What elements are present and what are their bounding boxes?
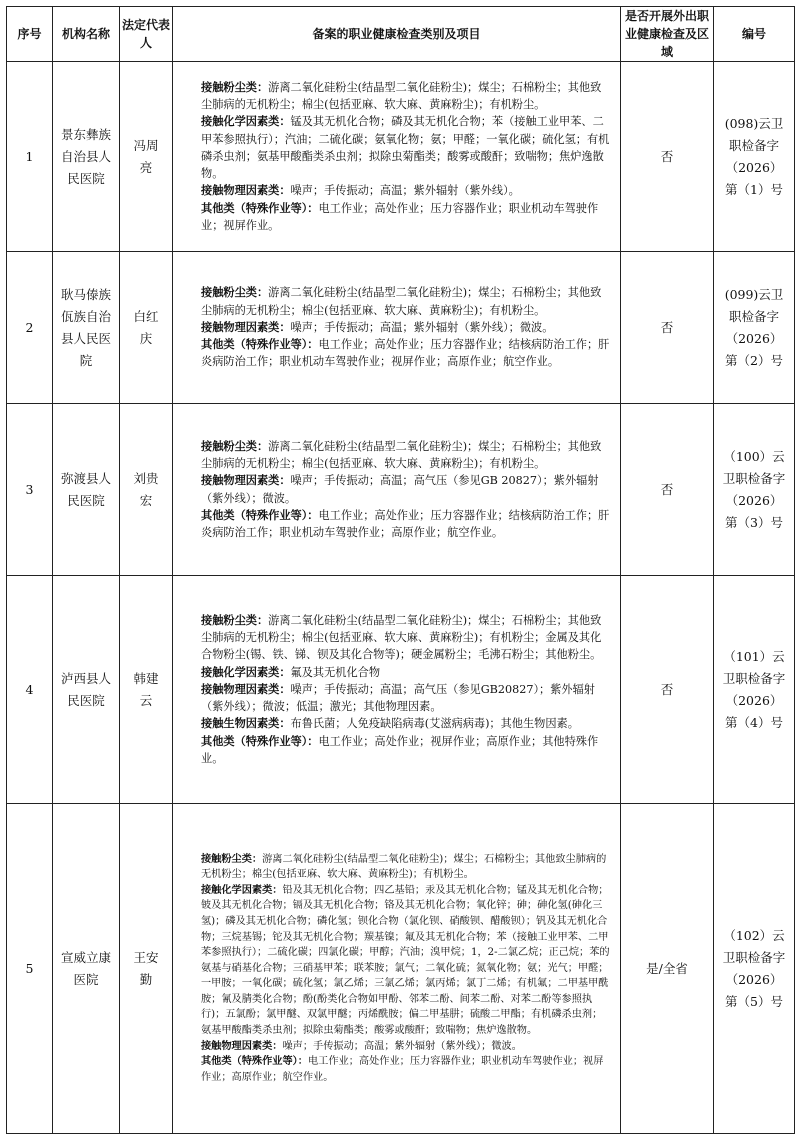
exam-category: 接触物理因素类：噪声；手传振动；高温；紫外辐射（紫外线）；微波。: [201, 1039, 522, 1052]
legal-rep: 刘贵宏: [120, 404, 173, 576]
table-row: [7, 576, 795, 804]
exam-category: 接触物理因素类：噪声；手传振动；高温；紫外辐射（紫外线）。: [201, 183, 520, 198]
legal-rep: 冯周亮: [120, 62, 173, 252]
outside-exam: 否: [621, 252, 714, 404]
outside-exam: 是/全省: [621, 804, 714, 1134]
org-name: 弥渡县人民医院: [53, 404, 120, 576]
registration-code: (098)云卫职检备字（2026）第（1）号: [714, 62, 795, 252]
exam-category: 接触物理因素类：噪声；手传振动；高温；高气压（参见GB20827）；紫外辐射（紫外线）；微波；低温；激光；其他物理因素。: [201, 681, 595, 714]
exam-category: 其他类（特殊作业等）：电工作业；高处作业；压力容器作业；结核病防治工作；肝炎病防治工作；职业机动车驾驶作业；视屏作业；高原作业；航空作业。: [201, 337, 610, 369]
exam-items: [173, 62, 621, 252]
exam-category: 其他类（特殊作业等）：电工作业；高处作业；压力容器作业；结核病防治工作；肝炎病防治工作；职业机动车驾驶作业；高原作业；航空作业。: [201, 507, 610, 539]
exam-items: [173, 576, 621, 804]
exam-category: 接触化学因素类：氟及其无机化合物: [201, 664, 381, 679]
exam-category: 接触物理因素类：噪声；手传振动；高温；紫外辐射（紫外线）；微波。: [201, 319, 554, 334]
header-items: 备案的职业健康检查类别及项目: [173, 7, 621, 62]
exam-items: [173, 404, 621, 576]
registration-code: （102）云卫职检备字（2026）第（5）号: [714, 804, 795, 1134]
header-code: 编号: [714, 7, 795, 62]
table-header-row: [7, 7, 795, 62]
header-outside: 是否开展外出职业健康检查及区域: [621, 7, 714, 62]
legal-rep: 王安勤: [120, 804, 173, 1134]
registration-code: （101）云卫职检备字（2026）第（4）号: [714, 576, 795, 804]
header-org: 机构名称: [53, 7, 120, 62]
exam-category: 其他类（特殊作业等）：电工作业；高处作业；压力容器作业；职业机动车驾驶作业；视屏作业。: [201, 200, 599, 232]
exam-category: 接触化学因素类：锰及其无机化合物；磷及其无机化合物；苯（接触工业甲苯、二甲苯参照执行）；汽油；二硫化碳；氨氧化物；氨；甲醛；一氧化碳；硫化氢；有机磷杀虫剂；氨基甲酸酯类杀虫剂；拟除虫菊酯类；酸雾或酸酐；致喘物；焦炉逸散物。: [201, 114, 610, 181]
exam-category: 接触物理因素类：噪声；手传振动；高温；高气压（参见GB 20827）；紫外辐射（紫外线）；微波。: [201, 473, 599, 505]
exam-category: 接触粉尘类：游离二氧化硅粉尘(结晶型二氧化硅粉尘)；煤尘；石棉粉尘；其他致尘肺病的无机粉尘；棉尘(包括亚麻、软大麻、黄麻粉尘)；有机粉尘。: [201, 438, 602, 471]
row-number: 1: [7, 62, 53, 252]
header-no: 序号: [7, 7, 53, 62]
exam-items: [173, 804, 621, 1134]
registration-code: (099)云卫职检备字（2026）第（2）号: [714, 252, 795, 404]
exam-category: 接触生物因素类：布鲁氏菌；人免疫缺陷病毒(艾滋病病毒)；其他生物因素。: [201, 716, 579, 731]
legal-rep: 白红庆: [120, 252, 173, 404]
row-number: 3: [7, 404, 53, 576]
exam-category: 接触粉尘类：游离二氧化硅粉尘(结晶型二氧化硅粉尘)；煤尘；石棉粉尘；其他致尘肺病的无机粉尘；棉尘(包括亚麻、软大麻、黄麻粉尘)；有机粉尘。: [201, 285, 602, 317]
registration-code: （100）云卫职检备字（2026）第（3）号: [714, 404, 795, 576]
org-name: 宣威立康医院: [53, 804, 120, 1134]
row-number: 5: [7, 804, 53, 1134]
table-row: [7, 804, 795, 1134]
legal-rep: 韩建云: [120, 576, 173, 804]
org-name: 景东彝族自治县人民医院: [53, 62, 120, 252]
outside-exam: 否: [621, 404, 714, 576]
exam-category: 其他类（特殊作业等）：电工作业；高处作业；视屏作业；高原作业；其他特殊作业。: [201, 733, 599, 765]
outside-exam: 否: [621, 62, 714, 252]
exam-category: 接触粉尘类：游离二氧化硅粉尘(结晶型二氧化硅粉尘)；煤尘；石棉粉尘；其他致尘肺病的无机粉尘；棉尘(包括亚麻、软大麻、黄麻粉尘)；有机粉尘。: [201, 80, 602, 112]
registration-table: [6, 6, 795, 1134]
exam-category: 其他类（特殊作业等）：电工作业；高处作业；压力容器作业；职业机动车驾驶作业；视屏作业；高原作业；航空作业。: [201, 1055, 604, 1083]
table-row: [7, 252, 795, 404]
exam-category: 接触粉尘类：游离二氧化硅粉尘(结晶型二氧化硅粉尘)；煤尘；石棉粉尘；其他致尘肺病的无机粉尘；棉尘(包括亚麻、软大麻、黄麻粉尘)；有机粉尘。: [201, 852, 607, 881]
row-number: 4: [7, 576, 53, 804]
org-name: 耿马傣族佤族自治县人民医院: [53, 252, 120, 404]
row-number: 2: [7, 252, 53, 404]
org-name: 泸西县人民医院: [53, 576, 120, 804]
outside-exam: 否: [621, 576, 714, 804]
exam-category: 接触粉尘类：游离二氧化硅粉尘(结晶型二氧化硅粉尘)；煤尘；石棉粉尘；其他致尘肺病的无机粉尘；棉尘(包括亚麻、软大麻、黄麻粉尘)；有机粉尘；金属及其化合物粉尘(锡、铁、锑、钡及其化合物等)；硬金属粉尘；毛沸石粉尘；其他粉尘。: [201, 613, 602, 662]
exam-category: 接触化学因素类：铅及其无机化合物；四乙基铅；汞及其无机化合物；锰及其无机化合物；铍及其无机化合物；镉及其无机化合物；铬及其无机化合物；氧化锌；砷；砷化氢(砷化三氢)；磷及其无机化合物；磷化氢；钡化合物（氯化钡、硝酸钡、醋酸钡）；钒及其无机化合物；三烷基锡；铊及其无机化合物；羰基镍；氟及其无机化合物；苯（接触工业甲苯、二甲苯参照执行）；二硫化碳；四氯化碳；甲醇；汽油；溴甲烷；1，2-二氯乙烷；正己烷；苯的氨基与硝基化合物；三硝基甲苯；联苯胺；氯气；二氧化硫；氮氧化物；氨；光气；甲醛；一甲胺；一氧化碳；硫化氢；氯乙烯；三氯乙烯；氯丙烯；氯丁二烯；有机氟；二甲基甲酰胺；氰及腈类化合物；酚(酚类化合物如甲酚、邻苯二酚、间苯二酚、对苯二酚等参照执行)；五氯酚；氯甲醚、双氯甲醚；丙烯酰胺；偏二甲基肼；硫酸二甲酯；有机磷杀虫剂；氨基甲酸酯类杀虫剂；拟除虫菊酯类；酸雾或酸酐；致喘物；焦炉逸散物。: [201, 883, 610, 1037]
table-row: [7, 62, 795, 252]
exam-items: [173, 252, 621, 404]
header-rep: 法定代表人: [120, 7, 173, 62]
table-row: [7, 404, 795, 576]
